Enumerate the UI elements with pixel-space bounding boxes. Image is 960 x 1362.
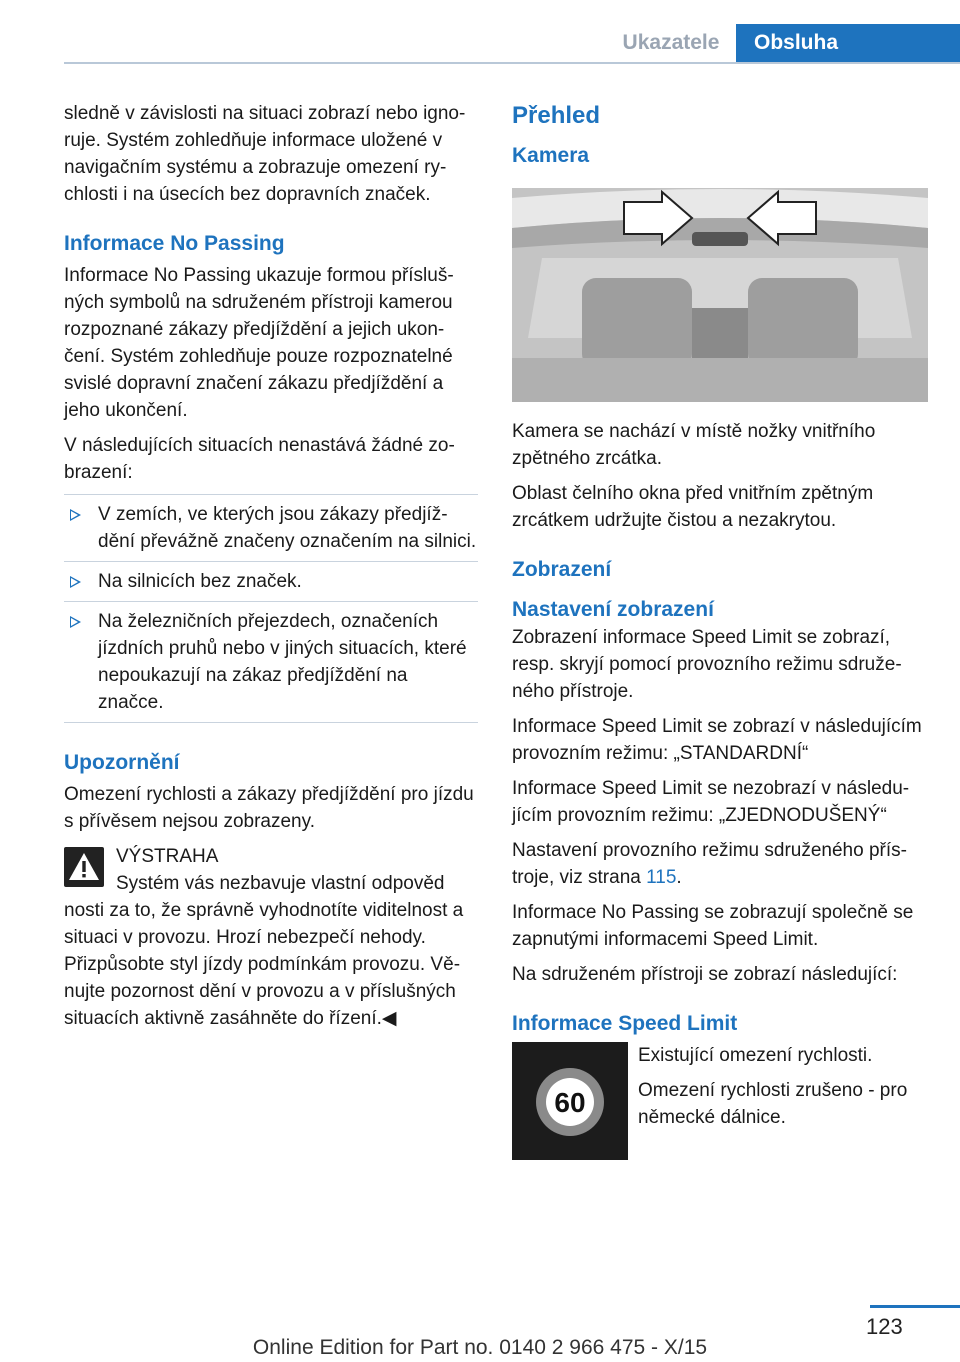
tab-ukazatele[interactable]: Ukazatele [622,31,720,54]
camera-text-2: Oblast čelního okna před vnitřním zpětným zrcátkem udržujte čistou a nezakrytou. [512,483,874,531]
display-paragraph-4: Nastavení provozního režimu sdruženého přístroje, viz strana 115. [512,840,907,888]
display-paragraph-6: Na sdruženém přístroji se zobrazí následující: [512,964,898,985]
camera-location-image [512,188,928,402]
footer-accent-line [870,1305,960,1308]
situations-intro: V následujících situacích nenastává žádné zobrazení: [64,435,455,483]
speed-limit-text-1: Existující omezení rychlosti. [638,1045,873,1066]
left-column [64,100,478,1032]
warning-text: nosti za to, že správně vyhodnotíte viditelnost a situaci v provozu. Hrozí nebezpečí nehody. Přizpůsobte styl jízdy podmínkám provozu. Věnujte pozornost dění v provozu a v příslušných situacích aktivně zasáhněte do řízení.◀ [64,900,464,1029]
display-paragraph-3: Informace Speed Limit se nezobrazí v následujícím provozním režimu: „ZJEDNODUŠENÝ“ [512,778,910,826]
overview-heading: Přehled [512,102,601,129]
triangle-bullet-icon [70,509,81,521]
triangle-bullet-icon [70,616,81,628]
page-number: 123 [866,1314,903,1339]
warning-icon [64,847,104,887]
no-passing-paragraph: Informace No Passing ukazuje formou příslušných symbolů na sdruženém přístroji kamerou rozpoznané zákazy předjíždění a jejich ukončení. Systém zohledňuje pouze rozpoznatelné svislé dopravní značení zákazu předjíždění a jeho ukončení. [64,265,454,421]
display-settings-heading: Nastavení zobrazení [512,598,714,621]
warning-block [64,843,478,1032]
page-reference-link[interactable]: 115 [646,867,677,888]
display-paragraph-2: Informace Speed Limit se zobrazí v následujícím provozním režimu: „STANDARDNÍ“ [512,716,922,764]
list-item: Na silnicích bez značek. [64,561,478,601]
speed-sign-value: 60 [554,1087,586,1118]
list-item: V zemích, ve kterých jsou zákazy předjíždění převážně značeny označením na silnici. [64,494,478,561]
notice-heading: Upozornění [64,751,180,774]
triangle-bullet-icon [70,576,81,588]
warning-title: VÝSTRAHA [116,846,219,867]
header-tabs [606,24,960,62]
tab-obsluha[interactable]: Obsluha [736,24,960,62]
speed-limit-text-2: Omezení rychlosti zrušeno - pro německé dálnice. [638,1080,908,1128]
speed-limit-heading: Informace Speed Limit [512,1012,738,1035]
no-passing-heading: Informace No Passing [64,232,285,255]
speed-limit-sign-image [512,1042,628,1160]
display-paragraph-1: Zobrazení informace Speed Limit se zobrazí, resp. skryjí pomocí provozního režimu sdruženého přístroje. [512,627,902,702]
display-heading: Zobrazení [512,558,612,581]
warning-text-first-line: Systém vás nezbavuje vlastní odpověd [116,873,445,894]
camera-text-1: Kamera se nachází v místě nožky vnitřního zpětného zrcátka. [512,421,876,469]
camera-heading: Kamera [512,144,590,167]
edition-footer: Online Edition for Part no. 0140 2 966 475 - X/15 [252,1336,708,1359]
display-paragraph-5: Informace No Passing se zobrazují společně se zapnutými informacemi Speed Limit. [512,902,914,950]
intro-paragraph: sledně v závislosti na situaci zobrazí nebo ignoruje. Systém zohledňuje informace uložené v navigačním systému a zobrazuje omezení rychlosti i na úsecích bez dopravních značek. [64,103,466,205]
situations-list [64,494,478,723]
right-column [512,100,930,1160]
list-item: Na železničních přejezdech, označeních jízdních pruhů nebo v jiných situacích, které nepoukazují na zákaz předjíždění na značce. [64,601,478,723]
speed-limit-row [512,1042,930,1160]
header-divider [64,62,960,64]
notice-paragraph: Omezení rychlosti a zákazy předjíždění pro jízdu s přívěsem nejsou zobrazeny. [64,784,474,832]
